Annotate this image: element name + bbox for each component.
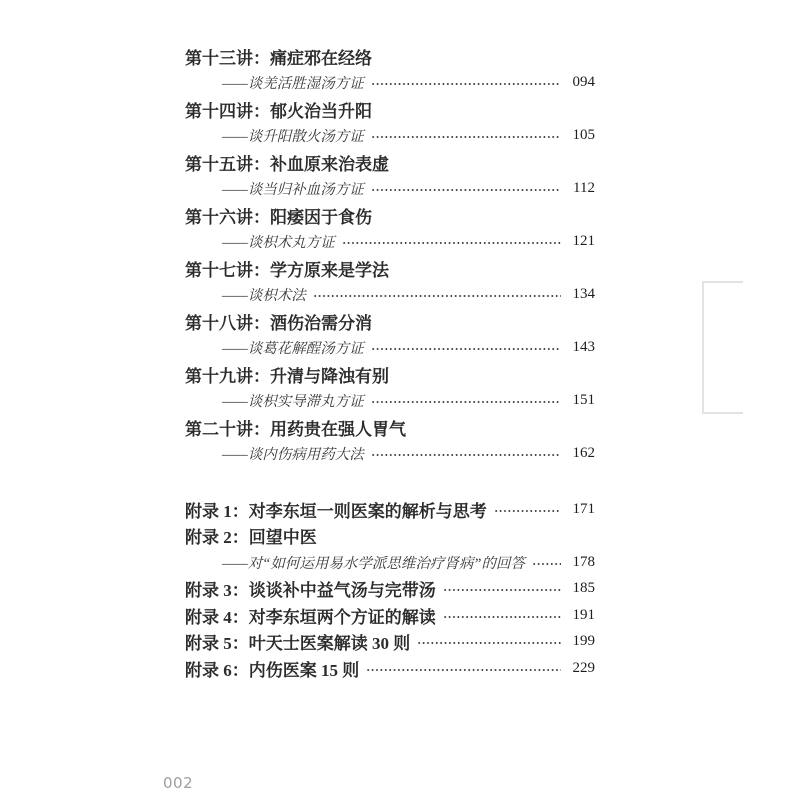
- chapter-subtitle: ——谈内伤病用药大法: [222, 447, 364, 464]
- chapter-title: 第十八讲：酒伤治需分消: [185, 313, 372, 333]
- chapter-subtitle: ——谈升阳散火汤方证: [222, 129, 364, 146]
- chapter-subtitle: ——谈当归补血汤方证: [222, 182, 364, 199]
- chapter-entry: [185, 414, 595, 467]
- dotted-leader: [342, 236, 561, 250]
- appendix-title-line: [185, 629, 595, 656]
- appendix-entry: [185, 629, 595, 656]
- chapter-subtitle-line: [185, 388, 595, 415]
- chapter-subtitle-line: [185, 176, 595, 203]
- chapter-subtitle-line: [185, 123, 595, 150]
- chapter-entry: [185, 308, 595, 361]
- chapter-title: 第十三讲：痛症邪在经络: [185, 48, 372, 68]
- chapter-title: 第十四讲：郁火治当升阳: [185, 101, 372, 121]
- chapter-title-line: [185, 96, 595, 123]
- chapter-subtitle: ——谈葛花解酲汤方证: [222, 341, 364, 358]
- folio-page-number: 002: [163, 774, 194, 792]
- chapter-title-line: [185, 361, 595, 388]
- dotted-leader: [494, 504, 561, 518]
- appendix-title: 附录 3：谈谈补中益气汤与完带汤: [185, 581, 436, 601]
- chapter-entry: [185, 96, 595, 149]
- appendix-title-line: [185, 576, 595, 603]
- chapter-entry: [185, 255, 595, 308]
- chapter-title: 第二十讲：用药贵在强人胃气: [185, 419, 406, 439]
- appendix-entry: [185, 602, 595, 629]
- page-number: 151: [572, 392, 595, 409]
- page-number: 105: [572, 127, 595, 144]
- appendix-title: 附录 6：内伤医案 15 则: [185, 660, 360, 680]
- dotted-leader: [443, 583, 561, 597]
- chapter-subtitle-line: [185, 335, 595, 362]
- page-number: 162: [572, 445, 595, 462]
- chapter-subtitle: ——谈枳实导滞丸方证: [222, 394, 364, 411]
- chapter-entry: [185, 361, 595, 414]
- dotted-leader: [371, 130, 561, 144]
- chapter-subtitle-line: [185, 441, 595, 468]
- chapter-subtitle: ——谈枳术法: [222, 288, 306, 305]
- toc-chapter-list: [185, 43, 595, 467]
- dotted-leader: [371, 395, 561, 409]
- page-number: 171: [572, 500, 595, 517]
- chapter-subtitle-line: [185, 229, 595, 256]
- chapter-title: 第十九讲：升清与降浊有别: [185, 366, 389, 386]
- dotted-leader: [532, 557, 561, 571]
- dotted-leader: [443, 610, 561, 624]
- appendix-title: 附录 4：对李东垣两个方证的解读: [185, 607, 436, 627]
- appendix-entry: [185, 655, 595, 682]
- chapter-subtitle-line: [185, 282, 595, 309]
- chapter-subtitle: ——谈羌活胜湿汤方证: [222, 76, 364, 93]
- dotted-leader: [371, 342, 561, 356]
- chapter-title-line: [185, 255, 595, 282]
- chapter-title: 第十五讲：补血原来治表虚: [185, 154, 389, 174]
- page-number: 134: [572, 286, 595, 303]
- chapter-entry: [185, 43, 595, 96]
- chapter-entry: [185, 149, 595, 202]
- chapter-subtitle: ——谈枳术丸方证: [222, 235, 335, 252]
- page-number: 094: [572, 74, 595, 91]
- chapter-title-line: [185, 202, 595, 229]
- appendix-entry: [185, 523, 595, 576]
- chapter-subtitle-line: [185, 70, 595, 97]
- chapter-title: 第十六讲：阳痿因于食伤: [185, 207, 372, 227]
- page-edge-tab: [702, 281, 743, 414]
- page-number: 178: [572, 553, 595, 570]
- dotted-leader: [371, 183, 561, 197]
- appendix-title: 附录 1：对李东垣一则医案的解析与思考: [185, 501, 487, 521]
- dotted-leader: [313, 289, 561, 303]
- appendix-entry: [185, 496, 595, 523]
- page-number: 199: [572, 633, 595, 650]
- dotted-leader: [417, 636, 561, 650]
- toc-appendix-list: [185, 496, 595, 682]
- chapter-title-line: [185, 308, 595, 335]
- chapter-title-line: [185, 43, 595, 70]
- page-number: 143: [572, 339, 595, 356]
- page-number: 121: [572, 233, 595, 250]
- appendix-title: 附录 2：回望中医: [185, 528, 317, 548]
- dotted-leader: [371, 77, 561, 91]
- appendix-title-line: [185, 602, 595, 629]
- appendix-title-line: [185, 655, 595, 682]
- page-number: 229: [572, 659, 595, 676]
- page-number: 191: [572, 606, 595, 623]
- appendix-title-line: [185, 496, 595, 523]
- appendix-entry: [185, 576, 595, 603]
- chapter-entry: [185, 202, 595, 255]
- appendix-subtitle-line: [185, 549, 595, 576]
- appendix-title: 附录 5：叶天士医案解读 30 则: [185, 634, 411, 654]
- chapter-title-line: [185, 414, 595, 441]
- appendix-title-line: [185, 523, 595, 550]
- dotted-leader: [371, 448, 561, 462]
- appendix-subtitle: ——对“如何运用易水学派思维治疗肾病”的回答: [222, 555, 525, 572]
- page-number: 112: [573, 180, 595, 197]
- chapter-title: 第十七讲：学方原来是学法: [185, 260, 389, 280]
- page-number: 185: [572, 580, 595, 597]
- dotted-leader: [366, 663, 561, 677]
- chapter-title-line: [185, 149, 595, 176]
